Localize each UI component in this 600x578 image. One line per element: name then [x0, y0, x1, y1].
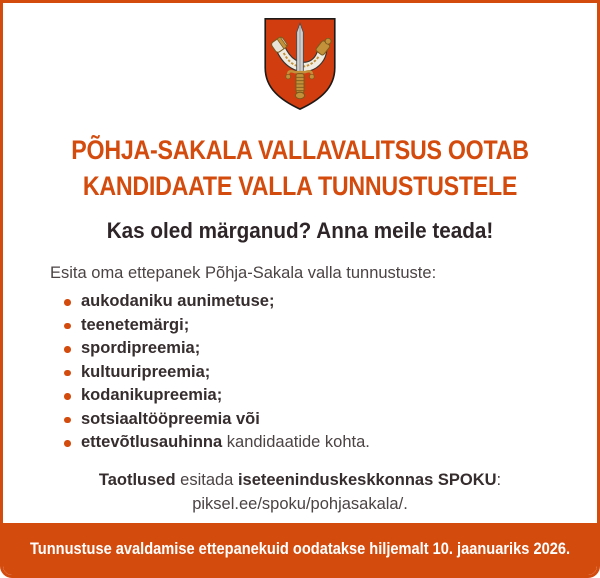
submission-esitada: esitada	[175, 470, 238, 489]
submission-spoku: iseteeninduskeskkonnas SPOKU	[237, 470, 497, 489]
list-item-label: kodanikupreemia;	[81, 386, 223, 404]
spoku-url: piksel.ee/spoku/pohjasakala/.	[192, 494, 408, 513]
coat-of-arms-icon	[263, 16, 337, 112]
recognition-list	[64, 290, 597, 455]
intro-text: Esita oma ettepanek Põhja-Sakala valla tunnustuste:	[50, 264, 437, 282]
list-item	[64, 408, 597, 432]
list-item-suffix: kandidaatide kohta.	[222, 433, 370, 451]
list-item	[64, 431, 597, 455]
page-title-line2: KANDIDAATE VALLA TUNNUSTUSTELE	[82, 171, 518, 201]
page-title	[45, 132, 556, 204]
deadline-banner	[3, 523, 597, 575]
subtitle: Kas oled märganud? Anna meile teada!	[106, 218, 494, 243]
submission-colon: :	[496, 470, 502, 489]
list-item-label: sotsiaaltööpreemia või	[81, 409, 260, 428]
submission-info	[3, 468, 597, 516]
submission-taotlused: Taotlused	[98, 470, 176, 489]
list-item-label: teenetemärgi;	[81, 315, 190, 334]
list-item-label: kultuuripreemia;	[81, 362, 211, 381]
page-title-line1: PÕHJA-SAKALA VALLAVALITSUS OOTAB	[71, 135, 529, 165]
list-item	[64, 314, 597, 338]
list-item	[64, 290, 597, 314]
list-item-label: spordipreemia;	[81, 339, 201, 357]
list-item	[64, 384, 597, 408]
deadline-text: Tunnustuse avaldamise ettepanekuid oodatakse hiljemalt 10. jaanuariks 2026.	[29, 539, 571, 558]
list-item-label: aukodaniku aunimetuse;	[81, 292, 275, 310]
list-item	[64, 337, 597, 361]
list-item	[64, 361, 597, 385]
list-item-label: ettevõtlusauhinna	[81, 433, 223, 451]
